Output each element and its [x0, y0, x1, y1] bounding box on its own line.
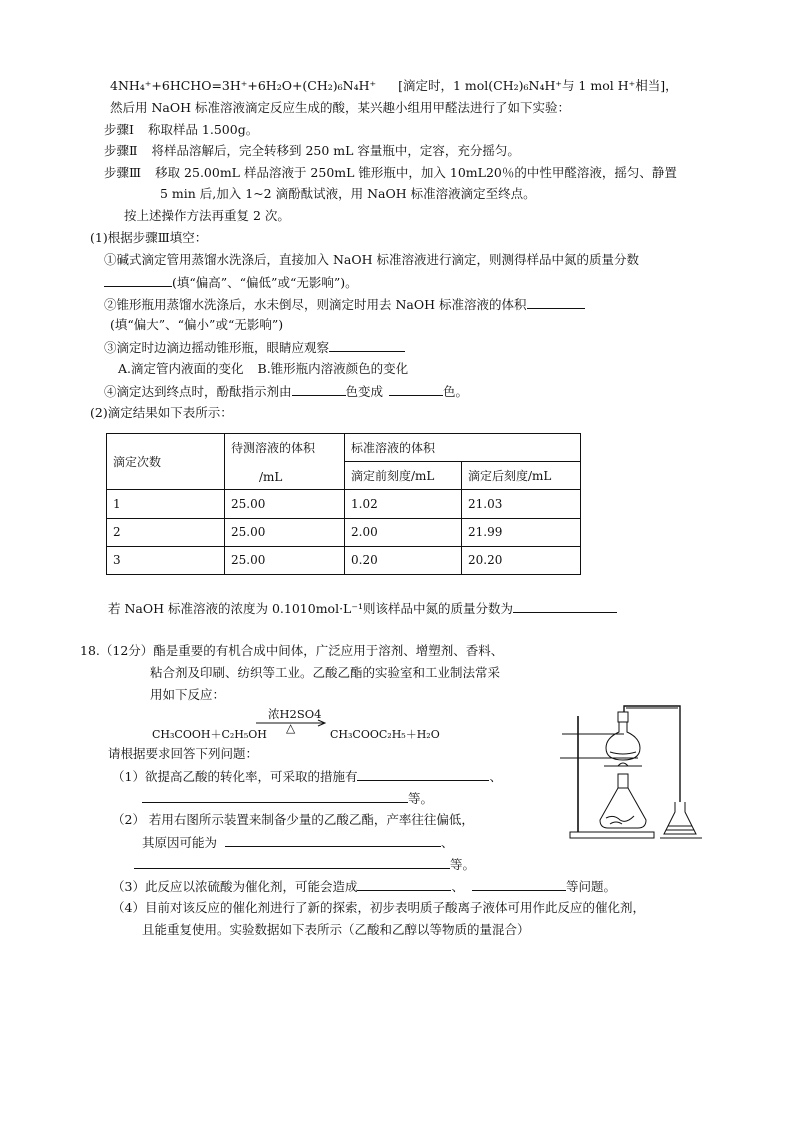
q1-c-options: [118, 361, 408, 377]
repeat-note: 按上述操作方法再重复 2 次。: [124, 208, 290, 223]
header-standard-volume: 标准溶液的体积: [345, 434, 581, 462]
answer-blank[interactable]: [357, 768, 489, 781]
intro-line: 然后用 NaOH 标准溶液滴定反应生成的酸，某兴趣小组用甲醛法进行了如下实验：: [110, 100, 570, 115]
answer-blank[interactable]: [134, 856, 450, 869]
q1-a-line2: (填“偏高”、“偏低”或“无影响”)。: [104, 274, 358, 291]
table-row: 1 25.00 1.02 21.03: [107, 490, 581, 518]
stand-base: [570, 832, 654, 838]
q18-p3: （3）此反应以浓硫酸为催化剂，可能会造成 、 等问题。: [112, 879, 616, 894]
step-1: 步骤Ⅰ 称取样品 1.500g。: [104, 122, 259, 137]
table-row: 2 25.00 2.00 21.99: [107, 518, 581, 546]
answer-blank[interactable]: [357, 878, 451, 891]
q18-p1: （1）欲提高乙酸的转化率，可采取的措施有 、: [112, 769, 502, 784]
header-sample-volume: 待测溶液的体积 /mL: [225, 434, 345, 490]
q2-heading: (2)滴定结果如下表所示：: [90, 405, 233, 420]
eq-products: CH₃COOC₂H₅＋H₂O: [330, 728, 440, 741]
step-3: 步骤Ⅲ 移取 25.00mL 样品溶液于 250mL 锥形瓶中，加入 10mL20％的中性甲醛溶液，摇匀、静置: [104, 165, 677, 180]
answer-blank[interactable]: [472, 878, 566, 891]
step-2: 步骤Ⅱ 将样品溶解后，完全转移到 250 mL 容量瓶中，定容，充分摇匀。: [104, 143, 520, 158]
answer-blank[interactable]: [292, 383, 346, 396]
option-b: B.锥形瓶内溶液颜色的变化: [257, 361, 409, 376]
question-number: 18.: [80, 643, 100, 658]
heating-bath: [600, 788, 646, 828]
answer-blank[interactable]: [527, 296, 585, 309]
q18-p2-line2: 其原因可能为 、: [142, 835, 454, 850]
q18-p2: （2） 若用右图所示装置来制备少量的乙酸乙酯，产率往往偏低，: [112, 812, 474, 827]
reaction-line: [110, 78, 678, 94]
reaction-equation: 4NH₄⁺+6HCHO=3H⁺+6H₂O+(CH₂)₆N₄H⁺: [110, 78, 377, 93]
q1-d: ④滴定达到终点时，酚酞指示剂由 色变成 色。: [104, 384, 469, 399]
delivery-tube: [624, 706, 680, 802]
q1-a: ①碱式滴定管用蒸馏水洗涤后，直接加入 NaOH 标准溶液进行滴定，则测得样品中氮的质量分数: [104, 252, 639, 267]
answer-blank[interactable]: [225, 834, 441, 847]
q18-p4: （4）目前对该反应的催化剂进行了新的探索，初步表明质子酸离子液体可用作此反应的催化剂，: [112, 900, 645, 915]
receiving-flask: [664, 802, 696, 834]
q18-p4-line2: 且能重复使用。实验数据如下表所示（乙酸和乙醇以等物质的量混合）: [142, 922, 530, 937]
reaction-note: [滴定时，1 mol(CH₂)₆N₄H⁺与 1 mol H⁺相当]，: [398, 78, 678, 93]
q1-c: ③滴定时边滴边摇动锥形瓶，眼睛应观察: [104, 339, 405, 356]
eq-reactants: CH₃COOH＋C₂H₅OH: [152, 728, 267, 741]
step-3-cont: 5 min 后,加入 1~2 滴酚酞试液，用 NaOH 标准溶液滴定至终点。: [160, 186, 536, 201]
q18-line3: 用如下反应：: [150, 687, 226, 702]
question-score: （12分）: [99, 643, 154, 658]
q1-heading: (1)根据步骤Ⅲ填空：: [90, 230, 208, 245]
q18-ask: 请根据要求回答下列问题：: [108, 746, 259, 761]
header-before: 滴定前刻度/mL: [345, 462, 462, 490]
q18-p1-line2: 等。: [142, 790, 433, 807]
answer-blank[interactable]: [142, 790, 408, 803]
q2-question: 若 NaOH 标准溶液的浓度为 0.1010mol·L⁻¹则该样品中氮的质量分数为: [108, 600, 617, 617]
ethyl-acetate-apparatus: [556, 694, 706, 846]
q18-line2: 粘合剂及印刷、纺织等工业。乙酸乙酯的实验室和工业制法常采: [150, 665, 501, 680]
titration-table: [106, 433, 581, 575]
answer-blank[interactable]: [389, 383, 443, 396]
eq-heat: △: [286, 721, 296, 735]
q1-b-options: (填“偏大”、“偏小”或“无影响”): [110, 317, 284, 332]
q18-p2-line3: 等。: [134, 856, 475, 873]
q18-line1: 18.（12分）酯是重要的有机合成中间体，广泛应用于溶剂、增塑剂、香料、: [80, 643, 504, 658]
eq-catalyst: 浓H2SO4: [268, 707, 322, 721]
header-count: 滴定次数: [107, 434, 225, 490]
table-row: 3 25.00 0.20 20.20: [107, 546, 581, 574]
option-a: A.滴定管内液面的变化: [118, 361, 244, 376]
answer-blank[interactable]: [329, 339, 405, 352]
answer-blank[interactable]: [104, 274, 172, 287]
stopper: [618, 712, 628, 722]
answer-blank[interactable]: [513, 600, 617, 613]
q1-b: ②锥形瓶用蒸馏水洗涤后，水未倒尽，则滴定时用去 NaOH 标准溶液的体积: [104, 296, 585, 313]
header-after: 滴定后刻度/mL: [462, 462, 581, 490]
